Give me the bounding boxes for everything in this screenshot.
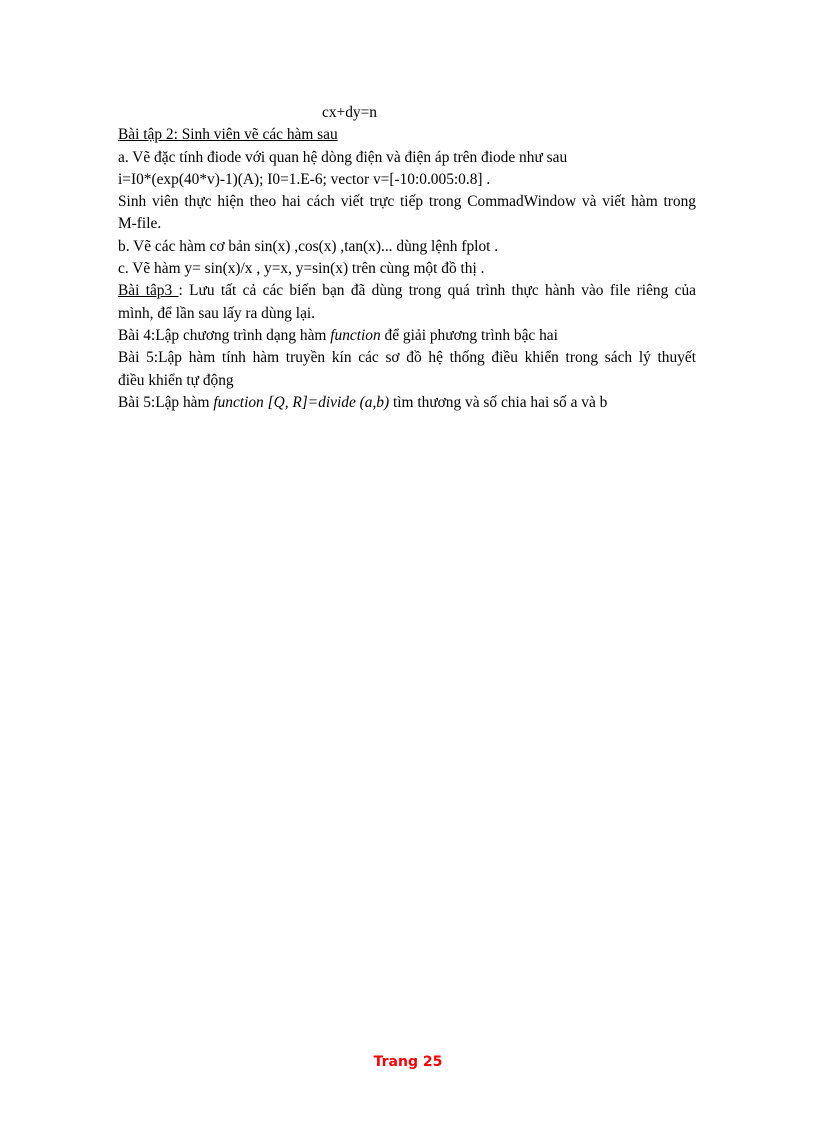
exercise-2a-note-line1: Sinh viên thực hiện theo hai cách viết trực tiếp trong CommadWindow và viết hàm trong <box>118 193 696 211</box>
exercise-5b-line <box>118 392 696 414</box>
exercise-2b-line: b. Vẽ các hàm cơ bản sin(x) ,cos(x) ,tan(x)... dùng lệnh fplot . <box>118 237 499 255</box>
exercise-5a-line1: Bài 5:Lập hàm tính hàm truyền kín các sơ đồ hệ thống điều khiển trong sách lý thuyết <box>118 349 696 367</box>
page-number: Trang 25 <box>373 1054 443 1070</box>
exercise-3-line2: mình, để lần sau lấy ra dùng lại. <box>118 304 316 322</box>
exercise-5b-prefix: Bài 5:Lập hàm <box>118 393 214 411</box>
exercise-4-italic: function <box>330 326 381 344</box>
exercise-5b-suffix: tìm thương và số chia hai số a và b <box>389 393 608 411</box>
exercise-2a-line: a. Vẽ đặc tính điode với quan hệ dòng điện và điện áp trên điode như sau <box>118 148 568 166</box>
exercise-2-heading: Bài tập 2: Sinh viên vẽ các hàm sau <box>118 126 338 144</box>
exercise-3-line1 <box>118 280 696 302</box>
exercise-2a-formula: i=I0*(exp(40*v)-1)(A); I0=1.E-6; vector v=[-10:0.005:0.8] . <box>118 170 491 188</box>
exercise-4-line <box>118 325 696 347</box>
exercise-3-label: Bài tâp3 <box>118 282 179 300</box>
exercise-3-text: : Lưu tất cả các biến bạn đã dùng trong quá trình thực hành vào file riêng của <box>178 282 696 300</box>
exercise-5b-italic: function [Q, R]=divide (a,b) <box>213 393 390 411</box>
exercise-5a-line2: điều khiển tự động <box>118 371 234 389</box>
exercise-4-suffix: để giải phương trình bậc hai <box>380 326 558 344</box>
exercise-2a-note-line2: M-file. <box>118 215 162 233</box>
exercise-2c-line: c. Vẽ hàm y= sin(x)/x , y=x, y=sin(x) trên cùng một đồ thị . <box>118 260 485 278</box>
exercise-4-prefix: Bài 4:Lập chương trình dạng hàm <box>118 326 331 344</box>
page-content <box>118 102 696 414</box>
equation-line: cx+dy=n <box>322 104 377 121</box>
